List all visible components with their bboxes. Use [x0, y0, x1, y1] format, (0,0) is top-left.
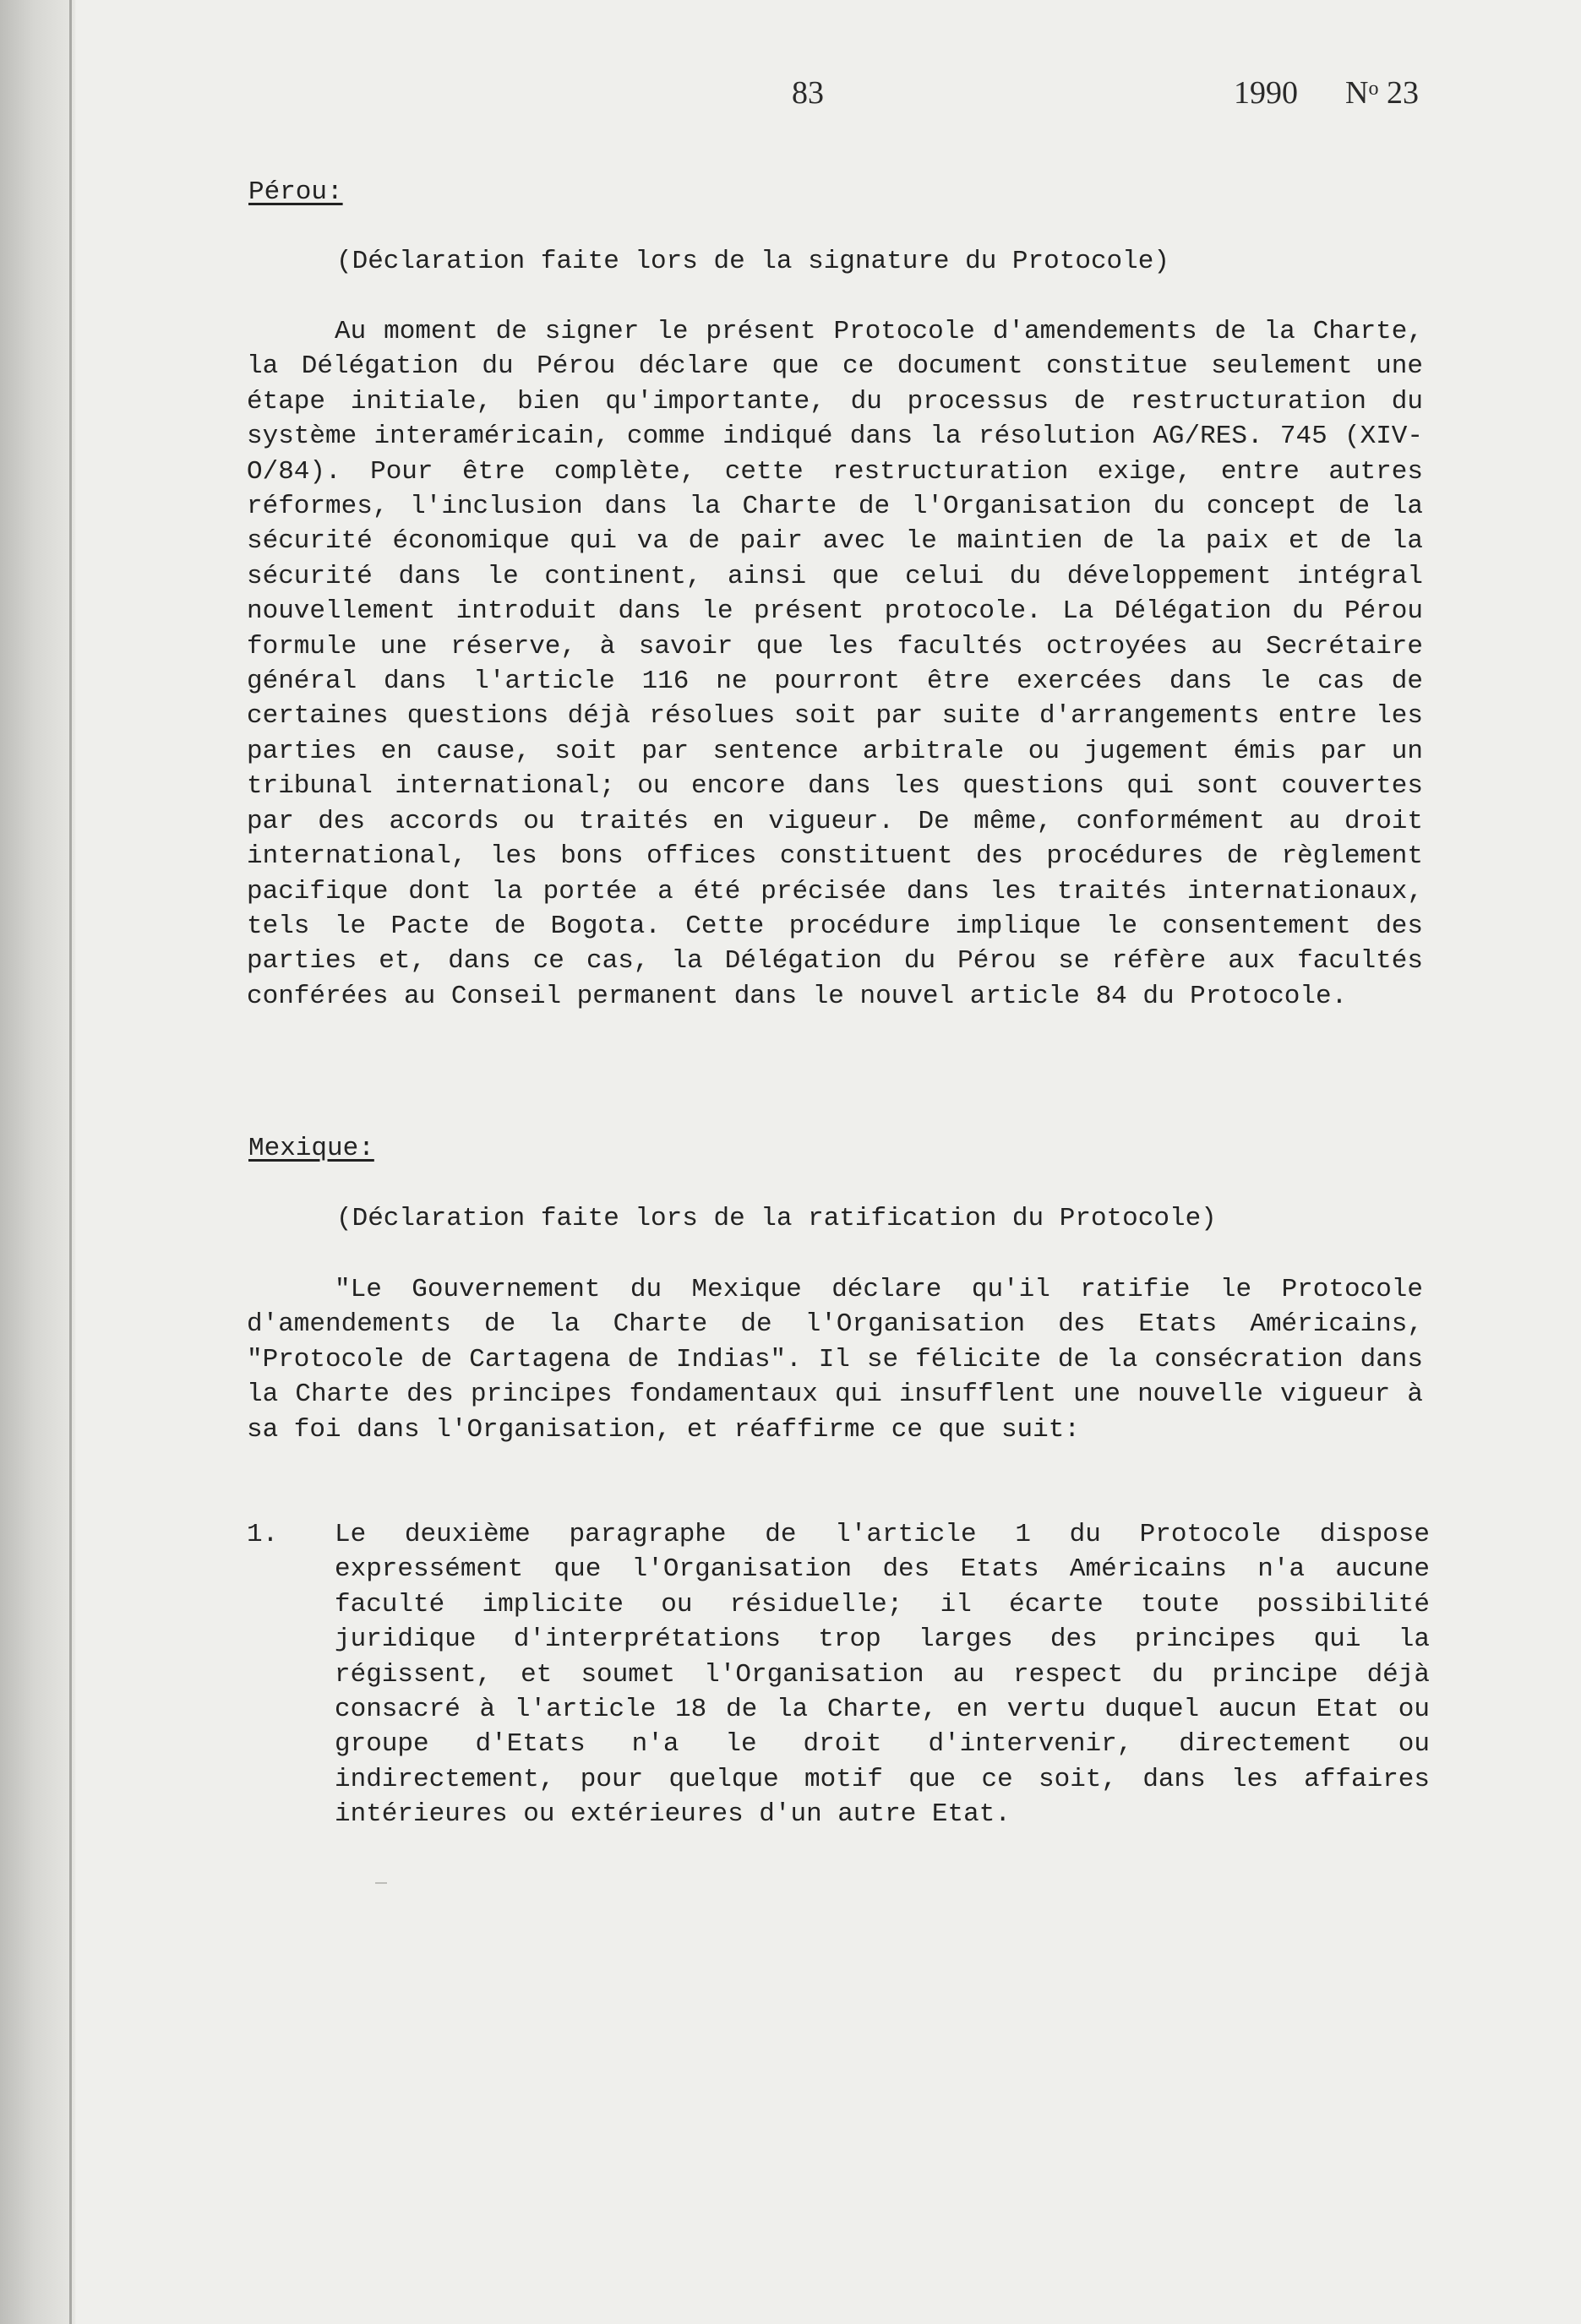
section-subheading-perou: (Déclaration faite lors de la signature du Protocole)	[336, 247, 1169, 276]
section-heading-perou: Pérou:	[248, 177, 343, 207]
book-gutter	[0, 0, 76, 2324]
header-issue	[1345, 74, 1419, 112]
issue-number: 23	[1386, 75, 1419, 111]
paper-speck	[375, 1882, 387, 1884]
section-subheading-mexique: (Déclaration faite lors de la ratification du Protocole)	[336, 1204, 1217, 1233]
header-year: 1990	[1234, 75, 1298, 111]
issue-superscript: o	[1368, 78, 1379, 100]
issue-prefix: N	[1345, 75, 1369, 111]
list-item	[247, 1517, 1430, 1832]
list-item-number: 1.	[247, 1520, 279, 1549]
page-header	[0, 74, 1581, 117]
paragraph-perou: Au moment de signer le présent Protocole d'amendements de la Charte, la Délégation du Pérou déclare que ce document constitue seulement une étape initiale, bien qu'importante, du processus de restructuration du système interaméricain, comme indiqué dans la résolution AG/RES. 745 (XIV-O/84). Pour être complète, cette restructuration exige, entre autres réformes, l'inclusion dans la Charte de l'Organisation du concept de la sécurité économique qui va de pair avec le maintien de la paix et de la sécurité dans le continent, ainsi que celui du développement intégral nouvellement introduit dans le présent protocole. La Délégation du Pérou formule une réserve, à savoir que les facultés octroyées au Secrétaire général dans l'article 116 ne pourront être exercées dans le cas de certaines questions déjà résolues soit par suite d'arrangements entre les parties en cause, soit par sentence arbitrale ou jugement émis par un tribunal international; ou encore dans les questions qui sont couvertes par des accords ou traités en vigueur. De même, conformément au droit international, les bons offices constituent des procédures de règlement pacifique dont la portée a été précisée dans les traités internationaux, tels le Pacte de Bogota. Cette procédure implique le consentement des parties et, dans ce cas, la Délégation du Pérou se réfère aux facultés conférées au Conseil permanent dans le nouvel article 84 du Protocole.	[247, 317, 1423, 1011]
page-number: 83	[792, 75, 824, 111]
list-item-text: Le deuxième paragraphe de l'article 1 du Protocole dispose expressément que l'Organisation des Etats Américains n'a aucune faculté implicite ou résiduelle; il écarte toute possibilité juridique d'interprétations trop larges des principes qui la régissent, et soumet l'Organisation au respect du principe déjà consacré à l'article 18 de la Charte, en vertu duquel aucun Etat ou groupe d'Etats n'a le droit d'intervenir, directement ou indirectement, pour quelque motif que ce soit, dans les affaires intérieures ou extérieures d'un autre Etat.	[335, 1520, 1430, 1830]
section-heading-mexique: Mexique:	[248, 1134, 374, 1163]
binding-edge	[69, 0, 72, 2324]
paragraph-mexique: "Le Gouvernement du Mexique déclare qu'il ratifie le Protocole d'amendements de la Charte de l'Organisation des Etats Américains, "Protocole de Cartagena de Indias". Il se félicite de la consécration dans la Charte des principes fondamentaux qui insufflent une nouvelle vigueur à sa foi dans l'Organisation, et réaffirme ce que suit:	[247, 1275, 1423, 1445]
